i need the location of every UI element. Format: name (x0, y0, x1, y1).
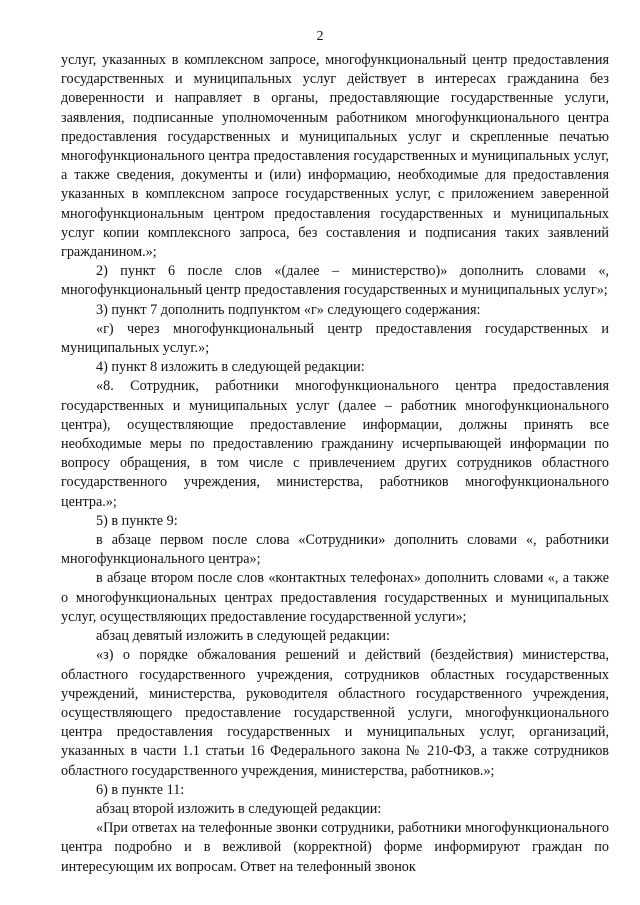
paragraph-1: услуг, указанных в комплексном запросе, многофункциональный центр предоставления государственных и муниципальных услуг действует в интересах гражданина без доверенности и направляет в органы, предоставляющие государственные услуги, заявления, подписанные уполномоченным работником многофункционального центра предоставления государственных и муниципальных услуг и скрепленные печатью многофункционального центра предоставления государственных и муниципальных услуг, а также сведения, документы и (или) информацию, необходимые для предоставления указанных в комплексном запросе государственных услуг, с приложением заверенной многофункциональным центром предоставления государственных и муниципальных услуг копии комплексного запроса, без составления и подписания таких заявлений гражданином.»; (61, 52, 609, 261)
paragraph-13: абзац второй изложить в следующей редакции: (96, 800, 382, 817)
paragraph-5: 4) пункт 8 изложить в следующей редакции: (96, 359, 365, 376)
paragraph-6: «8. Сотрудник, работники многофункционального центра предоставления государственных и муниципальных услуг (далее – работник многофункционального центра), осуществляющие предоставление информации, должны принять все необходимые меры по предоставлению гражданину исчерпывающей информации по вопросу обращения, в том числе с привлечением других сотрудников областного государственного учреждения, министерства, работников многофункционального центра.»; (61, 378, 609, 510)
page-number: 2 (316, 29, 324, 44)
paragraph-4: «г) через многофункциональный центр предоставления государственных и муниципальных услуг.»; (61, 320, 609, 357)
paragraph-7: 5) в пункте 9: (96, 512, 178, 529)
paragraph-8: в абзаце первом после слова «Сотрудники» дополнить словами «, работники многофункционального центра»; (61, 532, 609, 568)
document-body (61, 51, 609, 877)
paragraph-10: абзац девятый изложить в следующей редакции: (96, 628, 390, 645)
paragraph-3: 3) пункт 7 дополнить подпунктом «г» следующего содержания: (96, 301, 481, 318)
paragraph-9: в абзаце втором после слов «контактных телефонах» дополнить словами «, а также о многофункциональных центрах предоставления государственных и муниципальных услуг, осуществляющих предоставление государственной услуги»; (61, 570, 609, 625)
paragraph-14: «При ответах на телефонные звонки сотрудники, работники многофункционального центра подробно и в вежливой (корректной) форме информируют граждан по интересующим их вопросам. Ответ на телефонный звонок (61, 820, 609, 875)
paragraph-11: «з) о порядке обжалования решений и действий (бездействия) министерства, областного государственного учреждения, сотрудников областных государственных учреждений, министерства, руководителя областного государственного учреждения, осуществляющего предоставление государственной услуги, многофункционального центра предоставления государственных и муниципальных услуг, организаций, указанных в части 1.1 статьи 16 Федерального закона № 210-ФЗ, а также сотрудников областного государственного учреждения, министерства, работников.»; (61, 647, 609, 779)
paragraph-12: 6) в пункте 11: (96, 781, 185, 798)
paragraph-2: 2) пункт 6 после слов «(далее – министерство)» дополнить словами «, многофункциональный центр предоставления государственных и муниципальных услуг»; (61, 263, 609, 299)
